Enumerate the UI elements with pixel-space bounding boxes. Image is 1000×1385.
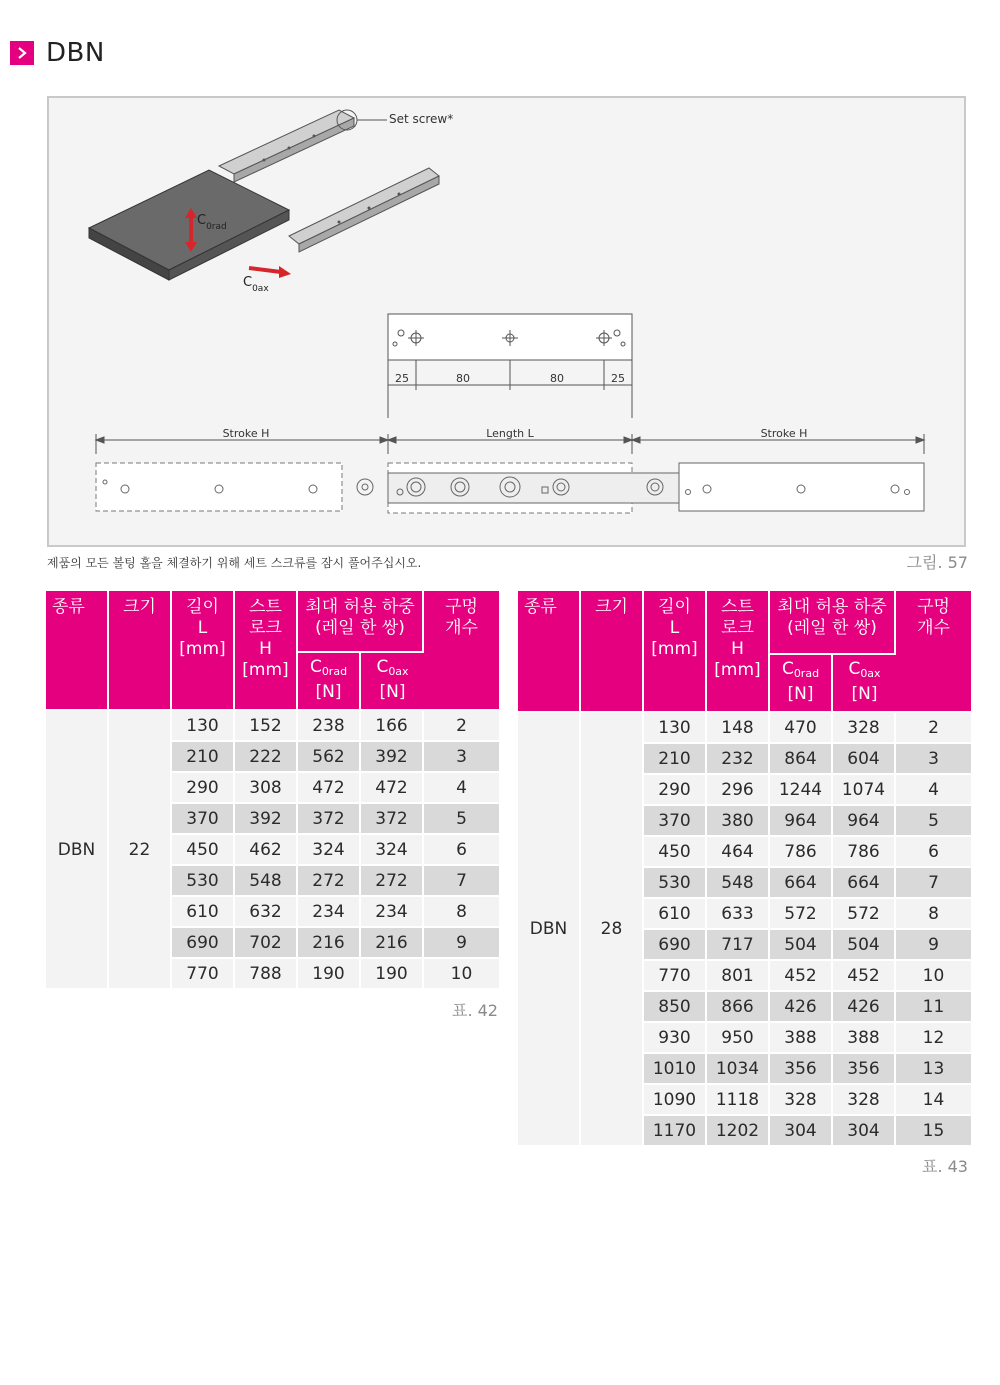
table-43-body: [518, 713, 971, 1147]
cell-c0ax: 504: [833, 930, 896, 961]
cell-c0rad: 426: [770, 992, 833, 1023]
header-holes: 구멍 개수: [424, 591, 499, 711]
table-42-body: [46, 711, 499, 990]
svg-text:C0ax: [243, 275, 269, 294]
cell-holes: 6: [896, 837, 971, 868]
header-holes: 구멍 개수: [896, 591, 971, 713]
cell-stroke: 308: [235, 773, 298, 804]
cell-c0ax: 604: [833, 744, 896, 775]
stroke-right-label: Stroke H: [760, 427, 808, 440]
cell-type: DBN: [518, 713, 581, 1147]
cell-length: 1170: [644, 1116, 707, 1147]
cell-holes: 9: [424, 928, 499, 959]
section-header: [10, 38, 105, 68]
cell-holes: 12: [896, 1023, 971, 1054]
rail-drawing: [49, 98, 964, 545]
cell-holes: 8: [424, 897, 499, 928]
cell-length: 290: [172, 773, 235, 804]
header-c0rad: C0rad [N]: [298, 653, 361, 711]
cell-c0ax: 786: [833, 837, 896, 868]
dim-80-left: 80: [456, 372, 470, 385]
header-c0ax: C0ax [N]: [833, 655, 896, 713]
figure-reference: 그림. 57: [906, 553, 968, 572]
cell-c0rad: 470: [770, 713, 833, 744]
technical-figure: [47, 96, 966, 547]
cell-stroke: 548: [707, 868, 770, 899]
cell-stroke: 717: [707, 930, 770, 961]
cell-stroke: 866: [707, 992, 770, 1023]
cell-length: 690: [644, 930, 707, 961]
cell-c0rad: 372: [298, 804, 361, 835]
cell-length: 370: [644, 806, 707, 837]
c0ax-sub: 0ax: [252, 284, 269, 294]
cell-holes: 14: [896, 1085, 971, 1116]
cell-holes: 11: [896, 992, 971, 1023]
cell-c0ax: 272: [361, 866, 424, 897]
cell-c0rad: 1244: [770, 775, 833, 806]
cell-holes: 15: [896, 1116, 971, 1147]
cell-holes: 8: [896, 899, 971, 930]
cell-stroke: 392: [235, 804, 298, 835]
cell-length: 850: [644, 992, 707, 1023]
cell-length: 530: [172, 866, 235, 897]
cell-c0ax: 304: [833, 1116, 896, 1147]
cell-holes: 5: [896, 806, 971, 837]
cell-stroke: 222: [235, 742, 298, 773]
cell-c0ax: 356: [833, 1054, 896, 1085]
table-43-reference: 표. 43: [922, 1157, 968, 1176]
cell-holes: 4: [424, 773, 499, 804]
header-size: 크기: [109, 591, 172, 711]
cell-c0rad: 786: [770, 837, 833, 868]
table-43: [518, 591, 971, 1147]
cell-length: 930: [644, 1023, 707, 1054]
cell-c0rad: 964: [770, 806, 833, 837]
cell-stroke: 801: [707, 961, 770, 992]
cell-holes: 2: [896, 713, 971, 744]
side-view-extended: [96, 463, 924, 513]
cell-length: 1010: [644, 1054, 707, 1085]
cell-c0rad: 304: [770, 1116, 833, 1147]
cell-c0ax: 328: [833, 1085, 896, 1116]
cell-c0ax: 452: [833, 961, 896, 992]
cell-stroke: 232: [707, 744, 770, 775]
cell-stroke: 702: [235, 928, 298, 959]
cell-holes: 3: [424, 742, 499, 773]
cell-length: 610: [644, 899, 707, 930]
table-row: [46, 711, 499, 742]
header-max-load: 최대 허용 하중 (레일 한 쌍): [298, 591, 424, 653]
cell-stroke: 1034: [707, 1054, 770, 1085]
cell-holes: 10: [424, 959, 499, 990]
cell-holes: 13: [896, 1054, 971, 1085]
cell-c0rad: 324: [298, 835, 361, 866]
cell-stroke: 632: [235, 897, 298, 928]
page-title: DBN: [46, 38, 105, 68]
table-row: [518, 713, 971, 744]
dim-25-left: 25: [395, 372, 409, 385]
force-arrow-ax: [249, 266, 291, 278]
cell-length: 210: [644, 744, 707, 775]
cell-stroke: 380: [707, 806, 770, 837]
cell-length: 610: [172, 897, 235, 928]
header-type: 종류: [46, 591, 109, 711]
cell-c0ax: 964: [833, 806, 896, 837]
cell-c0rad: 234: [298, 897, 361, 928]
cell-c0rad: 562: [298, 742, 361, 773]
dim-80-right: 80: [550, 372, 564, 385]
cell-c0ax: 1074: [833, 775, 896, 806]
c0rad-main: C: [197, 213, 207, 228]
cell-length: 530: [644, 868, 707, 899]
header-length: 길이 L [mm]: [644, 591, 707, 713]
chevron-right-icon: [10, 41, 34, 65]
cell-holes: 2: [424, 711, 499, 742]
cell-c0ax: 426: [833, 992, 896, 1023]
cell-c0rad: 388: [770, 1023, 833, 1054]
cell-length: 450: [172, 835, 235, 866]
cell-holes: 7: [424, 866, 499, 897]
cell-stroke: 462: [235, 835, 298, 866]
cell-c0rad: 272: [298, 866, 361, 897]
cell-c0ax: 392: [361, 742, 424, 773]
cell-length: 370: [172, 804, 235, 835]
cell-c0rad: 190: [298, 959, 361, 990]
header-stroke: 스트 로크 H [mm]: [235, 591, 298, 711]
cell-c0ax: 328: [833, 713, 896, 744]
cell-length: 690: [172, 928, 235, 959]
cell-c0rad: 472: [298, 773, 361, 804]
cell-holes: 6: [424, 835, 499, 866]
cell-type: DBN: [46, 711, 109, 990]
c0rad-sub: 0rad: [206, 222, 227, 232]
cell-stroke: 296: [707, 775, 770, 806]
cell-holes: 3: [896, 744, 971, 775]
cell-stroke: 464: [707, 837, 770, 868]
figure-note: 제품의 모든 볼팅 홀을 체결하기 위해 세트 스크류를 잠시 풀어주십시오.: [47, 556, 422, 570]
cell-length: 450: [644, 837, 707, 868]
cell-c0ax: 216: [361, 928, 424, 959]
cell-c0rad: 356: [770, 1054, 833, 1085]
cell-c0ax: 324: [361, 835, 424, 866]
cell-c0rad: 216: [298, 928, 361, 959]
cell-holes: 4: [896, 775, 971, 806]
top-view-rail: [388, 314, 632, 418]
header-length: 길이 L [mm]: [172, 591, 235, 711]
cell-holes: 10: [896, 961, 971, 992]
cell-holes: 5: [424, 804, 499, 835]
stroke-left-label: Stroke H: [222, 427, 270, 440]
cell-c0rad: 452: [770, 961, 833, 992]
cell-c0rad: 238: [298, 711, 361, 742]
cell-length: 290: [644, 775, 707, 806]
cell-stroke: 1118: [707, 1085, 770, 1116]
cell-c0rad: 864: [770, 744, 833, 775]
cell-c0rad: 572: [770, 899, 833, 930]
header-size: 크기: [581, 591, 644, 713]
cell-length: 1090: [644, 1085, 707, 1116]
cell-c0ax: 190: [361, 959, 424, 990]
cell-stroke: 148: [707, 713, 770, 744]
cell-stroke: 633: [707, 899, 770, 930]
cell-stroke: 152: [235, 711, 298, 742]
header-stroke: 스트 로크 H [mm]: [707, 591, 770, 713]
cell-length: 770: [644, 961, 707, 992]
cell-stroke: 950: [707, 1023, 770, 1054]
cell-length: 130: [644, 713, 707, 744]
cell-size: 28: [581, 713, 644, 1147]
cell-stroke: 788: [235, 959, 298, 990]
set-screw-label: Set screw*: [389, 112, 454, 126]
length-label: Length L: [486, 427, 534, 440]
table-42-reference: 표. 42: [452, 1001, 498, 1020]
cell-c0ax: 472: [361, 773, 424, 804]
cell-c0ax: 664: [833, 868, 896, 899]
cell-size: 22: [109, 711, 172, 990]
cell-c0rad: 328: [770, 1085, 833, 1116]
header-c0ax: C0ax [N]: [361, 653, 424, 711]
cell-holes: 7: [896, 868, 971, 899]
cell-holes: 9: [896, 930, 971, 961]
cell-c0ax: 572: [833, 899, 896, 930]
cell-c0ax: 234: [361, 897, 424, 928]
header-type: 종류: [518, 591, 581, 713]
dim-25-right: 25: [611, 372, 625, 385]
cell-c0ax: 166: [361, 711, 424, 742]
cell-length: 210: [172, 742, 235, 773]
cell-length: 770: [172, 959, 235, 990]
header-max-load: 최대 허용 하중 (레일 한 쌍): [770, 591, 896, 655]
iso-sketch: [89, 110, 439, 280]
header-c0rad: C0rad [N]: [770, 655, 833, 713]
cell-c0ax: 388: [833, 1023, 896, 1054]
cell-c0rad: 504: [770, 930, 833, 961]
cell-stroke: 548: [235, 866, 298, 897]
c0ax-main: C: [243, 275, 253, 290]
cell-c0ax: 372: [361, 804, 424, 835]
cell-c0rad: 664: [770, 868, 833, 899]
table-42: [46, 591, 499, 990]
cell-stroke: 1202: [707, 1116, 770, 1147]
cell-length: 130: [172, 711, 235, 742]
